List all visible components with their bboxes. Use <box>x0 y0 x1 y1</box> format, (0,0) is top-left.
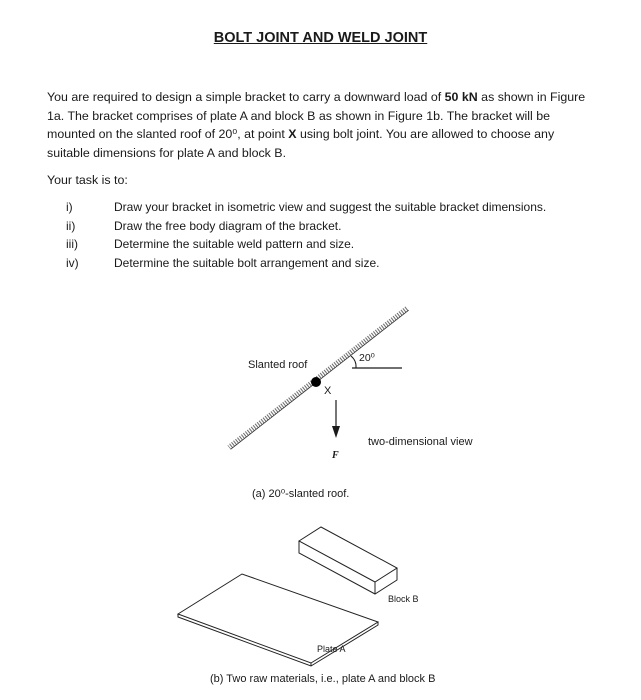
point-x: X <box>288 127 297 141</box>
block-b <box>299 527 397 594</box>
task-text: Draw the free body diagram of the bracket. <box>114 218 342 233</box>
intro-text-1: You are required to design a simple bracket to carry a downward load of <box>47 90 445 104</box>
task-number: iii) <box>66 237 78 251</box>
force-arrowhead <box>332 426 340 438</box>
angle-label: 20⁰ <box>359 352 375 364</box>
roof-label: Slanted roof <box>248 359 308 371</box>
task-number: ii) <box>66 218 76 233</box>
force-label: F <box>332 450 339 461</box>
intro-text-3: using bolt joint. You are allowed to choose any suitable dimensions for plate A and block B. <box>47 127 555 160</box>
figure-a <box>228 306 473 500</box>
figure-b <box>178 527 435 685</box>
figure-b-caption: (b) Two raw materials, i.e., plate A and block B <box>210 673 436 685</box>
task-text: Determine the suitable weld pattern and size. <box>114 237 355 251</box>
plate-a <box>178 574 378 666</box>
angle-arc <box>351 356 356 368</box>
task-text: Draw your bracket in isometric view and suggest the suitable bracket dimensions. <box>114 200 547 214</box>
plate-a-label: Plate A <box>317 644 346 654</box>
task-text: Determine the suitable bolt arrangement and size. <box>114 255 380 270</box>
intro-text-2: as shown in Figure 1a. The bracket comprises of plate A and block B as shown in Figure 1b. The bracket will be mounted on the slanted roof of 20⁰, at point <box>47 90 586 141</box>
figure-a-caption: (a) 20⁰-slanted roof. <box>252 488 350 500</box>
task-number: iv) <box>66 255 79 270</box>
task-intro: Your task is to: <box>47 173 128 187</box>
view-label: two-dimensional view <box>368 436 473 448</box>
point-x-label: X <box>324 385 332 397</box>
load-value: 50 kN <box>444 90 478 104</box>
task-number: i) <box>66 200 73 214</box>
document-title: BOLT JOINT AND WELD JOINT <box>213 30 428 46</box>
block-b-label: Block B <box>388 594 419 604</box>
point-x-marker <box>311 377 321 387</box>
